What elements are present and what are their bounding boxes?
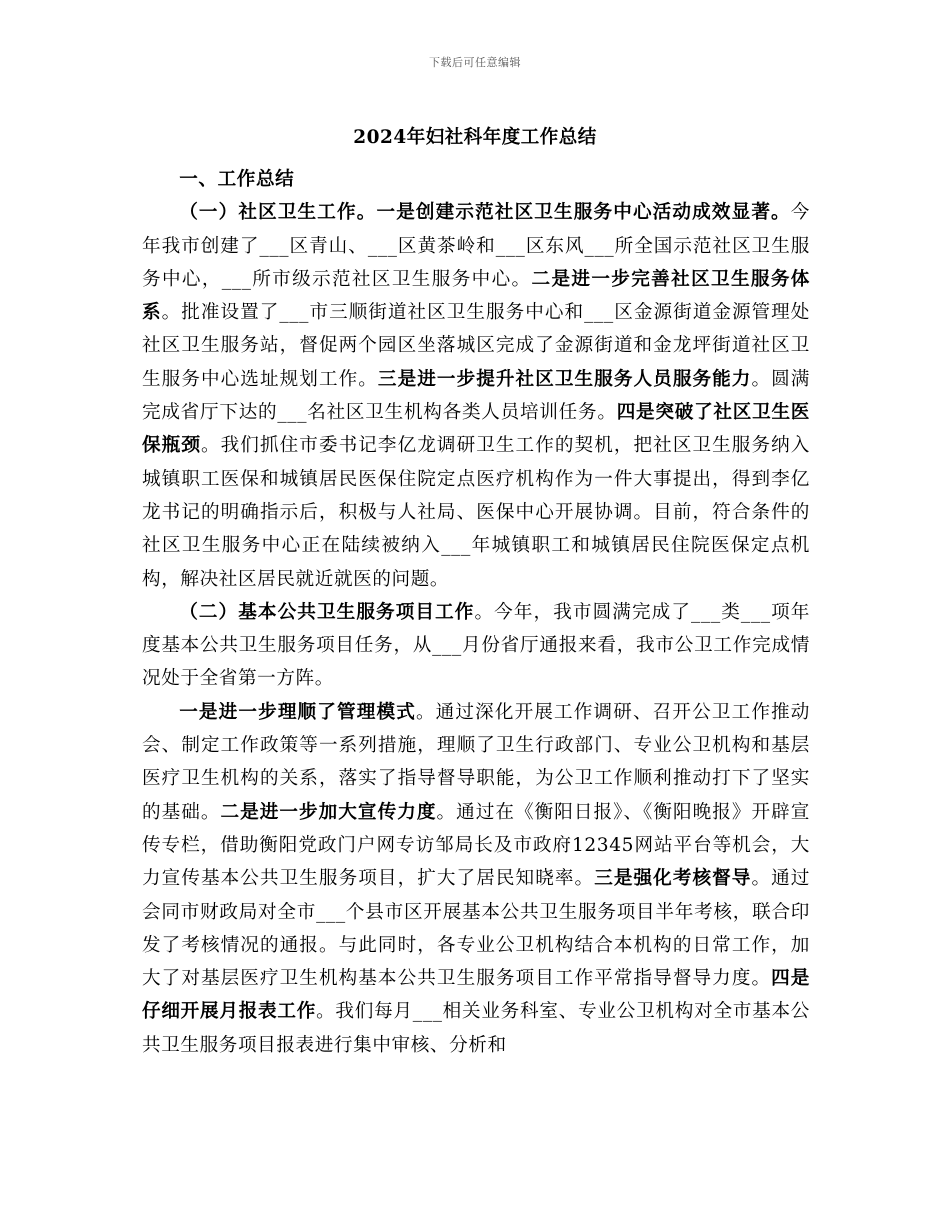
document-body (142, 163, 810, 1062)
paragraph-public-health-projects (142, 596, 810, 696)
bold-phrase: 二是进一步完善社区卫生服务体系 (142, 268, 811, 324)
bold-phrase: 四是仔细开展月报表工作 (142, 968, 810, 1023)
bold-phrase: 三是强化考核督导 (594, 868, 752, 890)
paragraph-management-measures (142, 696, 810, 1062)
body-text-span: 。通过深化开展工作调研、召开公卫工作推动会、制定工作政策等一系列措施，理顺了卫生行政部门、专业公卫机构和基层医疗卫生机构的关系，落实了指导督导职能，为公卫工作顺利推动打下了坚实的基础。 (142, 701, 810, 823)
document-title: 2024年妇社科年度工作总结 (353, 127, 597, 148)
page-header-note: 下载后可任意编辑 (429, 56, 521, 69)
body-text-span: 。批准设置了___市三顺街道社区卫生服务中心和___区金源街道金源管理处社区卫生服务站，督促两个园区坐落城区完成了金源街道和金龙坪街道社区卫生服务中心选址规划工作。 (142, 302, 810, 390)
section-heading-text: 一、工作总结 (179, 169, 295, 190)
body-text-span: 。我们每月___相关业务科室、专业公卫机构对全市基本公共卫生服务项目报表进行集中审核、分析和 (142, 1001, 811, 1056)
bold-phrase: （一）社区卫生工作。一是创建示范社区卫生服务中心活动成效显著。 (179, 202, 791, 224)
bold-phrase: 二是进一步加大宣传力度 (220, 801, 437, 823)
bold-phrase: （二）基本公共卫生服务项目工作 (179, 601, 475, 623)
body-text-span: 。通过会同市财政局对全市___个县市区开展基本公共卫生服务项目半年考核，联合印发了考核情况的通报。与此同时，各专业公卫机构结合本机构的日常工作，加大了对基层医疗卫生机构基本公共卫生服务项目工作平常指导督导力度。 (142, 868, 810, 990)
paragraph-community-health (142, 196, 810, 596)
bold-phrase: 四是突破了社区卫生医保瓶颈 (142, 402, 810, 457)
body-text-span: 今年我市创建了___区青山、___区黄茶岭和___区东风___所全国示范社区卫生服务中心，___所市级示范社区卫生服务中心。 (142, 202, 810, 290)
body-text-span: 。通过在《衡阳日报》、《衡阳晚报》开辟宣传专栏，借助衡阳党政门户网专访邹局长及市政府12345网站平台等机会，大力宣传基本公共卫生服务项目，扩大了居民知晓率。 (142, 801, 810, 890)
body-text-span: 。圆满完成省厅下达的___名社区卫生机构各类人员培训任务。 (142, 368, 810, 424)
bold-phrase: 一是进一步理顺了管理模式 (179, 701, 416, 723)
bold-phrase: 三是进一步提升社区卫生服务人员服务能力 (377, 368, 752, 390)
body-text-span: 。今年，我市圆满完成了___类___项年度基本公共卫生服务项目任务，从___月份省厅通报来看，我市公卫工作完成情况处于全省第一方阵。 (142, 601, 810, 690)
section-heading (142, 163, 810, 196)
body-text-span: 。我们抓住市委书记李亿龙调研卫生工作的契机，把社区卫生服务纳入城镇职工医保和城镇居民医保住院定点医疗机构作为一件大事提出，得到李亿龙书记的明确指示后，积极与人社局、医保中心开展协调。目前，符合条件的社区卫生服务中心正在陆续被纳入___年城镇职工和城镇居民住院医保定点机构，解决社区居民就近就医的问题。 (142, 435, 810, 590)
